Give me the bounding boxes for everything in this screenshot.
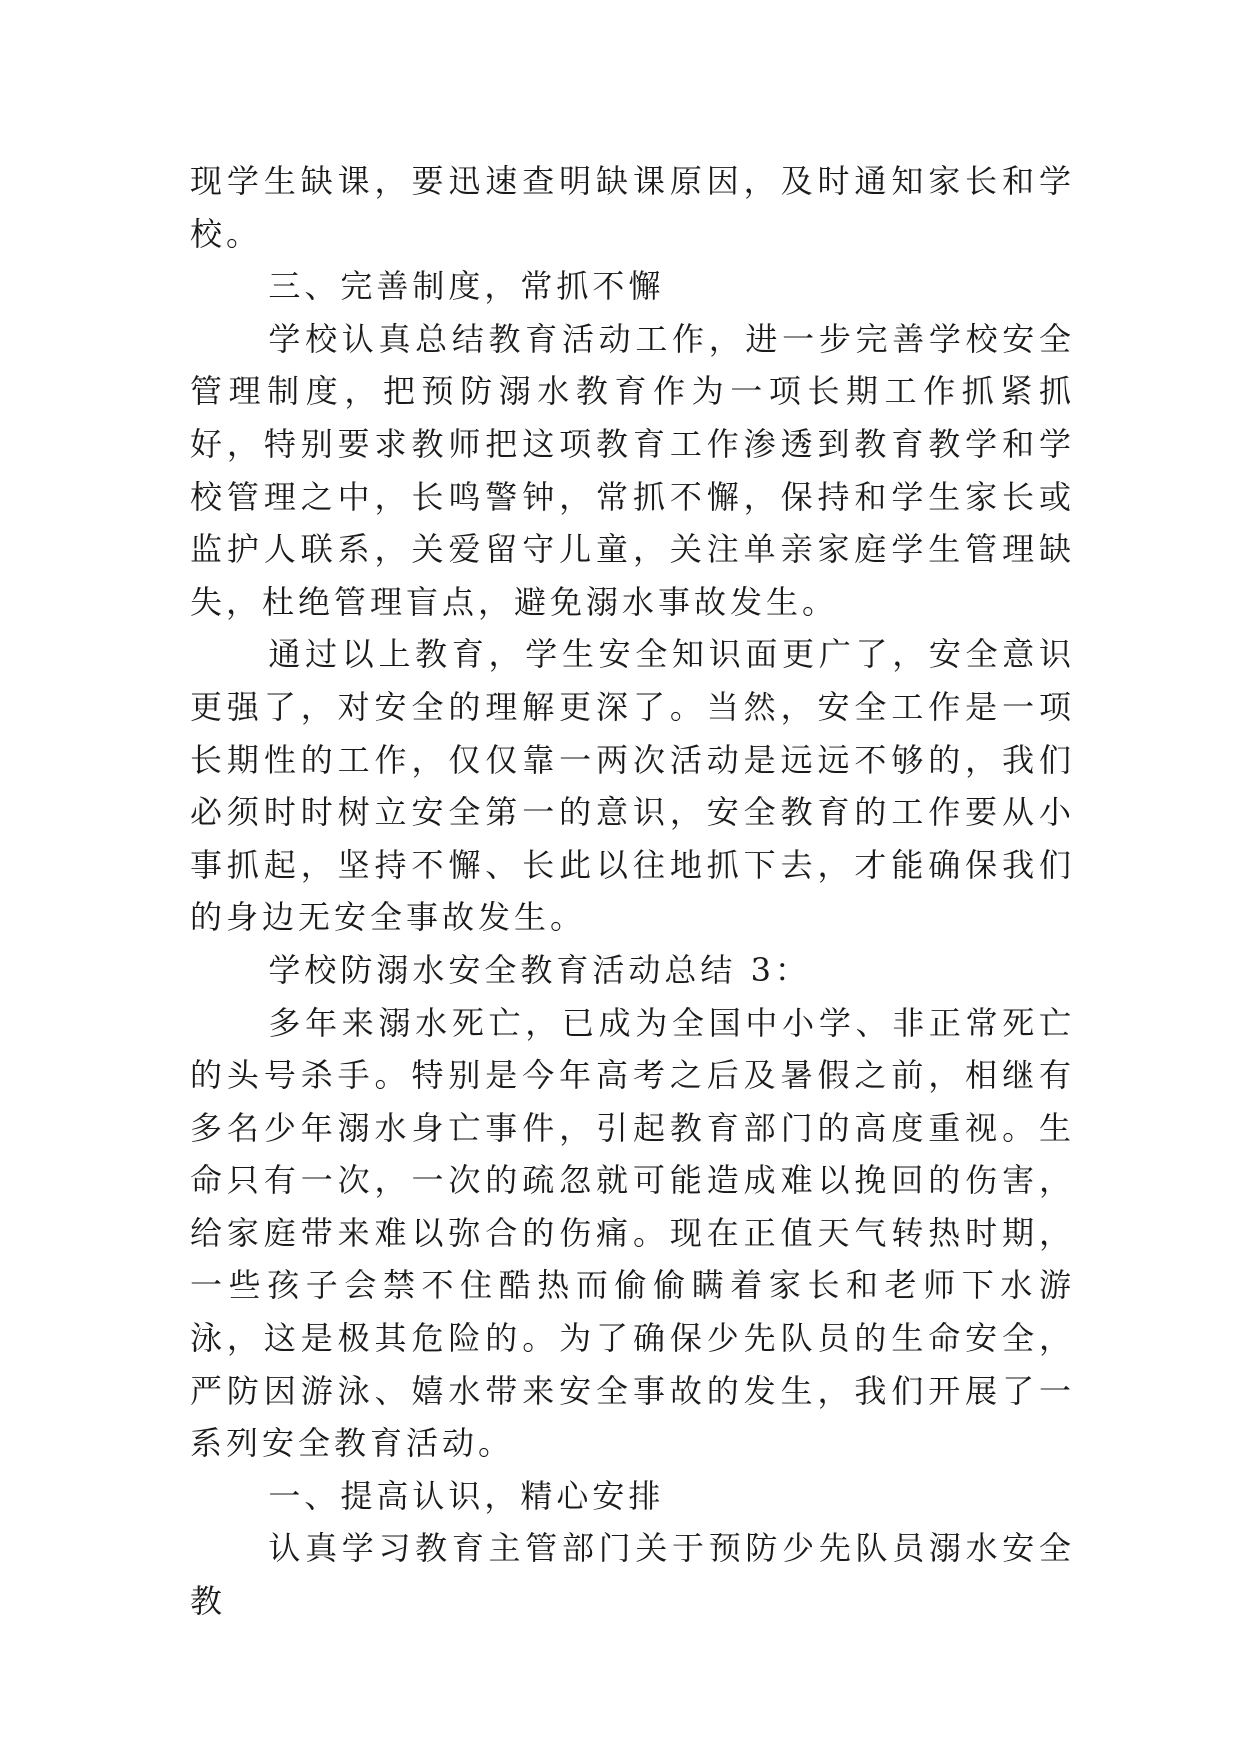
section-heading-one: 一、提高认识，精心安排 xyxy=(268,1476,665,1515)
paragraph: 认真学习教育主管部门关于预防少先队员溺水安全教 xyxy=(190,1529,1075,1621)
paragraph: 多年来溺水死亡，已成为全国中小学、非正常死亡的头号杀手。特别是今年高考之后及暑假之前，相继有多名少年溺水身亡事件，引起教育部门的高度重视。生命只有一次，一次的疏忽就可能造成难以挽回的伤害，给家庭带来难以弥合的伤痛。现在正值天气转热时期，一些孩子会禁不住酷热而偷偷瞒着家长和老师下水游泳，这是极其危险的。为了确保少先队员的生命安全，严防因游泳、嬉水带来安全事故的发生，我们开展了一系列安全教育活动。 xyxy=(190,1003,1075,1463)
paragraph: 通过以上教育，学生安全知识面更广了，安全意识更强了，对安全的理解更深了。当然，安全工作是一项长期性的工作，仅仅靠一两次活动是远远不够的，我们必须时时树立安全第一的意识，安全教育的工作要从小事抓起，坚持不懈、长此以往地抓下去，才能确保我们的身边无安全事故发生。 xyxy=(190,635,1075,937)
document-body xyxy=(190,155,1075,1628)
paragraph: 学校认真总结教育活动工作，进一步完善学校安全管理制度，把预防溺水教育作为一项长期工作抓紧抓好，特别要求教师把这项教育工作渗透到教育教学和学校管理之中，长鸣警钟，常抓不懈，保持和学生家长或监护人联系，关爱留守儿童，关注单亲家庭学生管理缺失，杜绝管理盲点，避免溺水事故发生。 xyxy=(190,319,1075,621)
section-heading-three: 三、完善制度，常抓不懈 xyxy=(268,267,665,306)
summary-title-three: 学校防溺水安全教育活动总结 3： xyxy=(268,950,811,989)
paragraph-continuation: 现学生缺课，要迅速查明缺课原因，及时通知家长和学校。 xyxy=(190,162,1075,253)
